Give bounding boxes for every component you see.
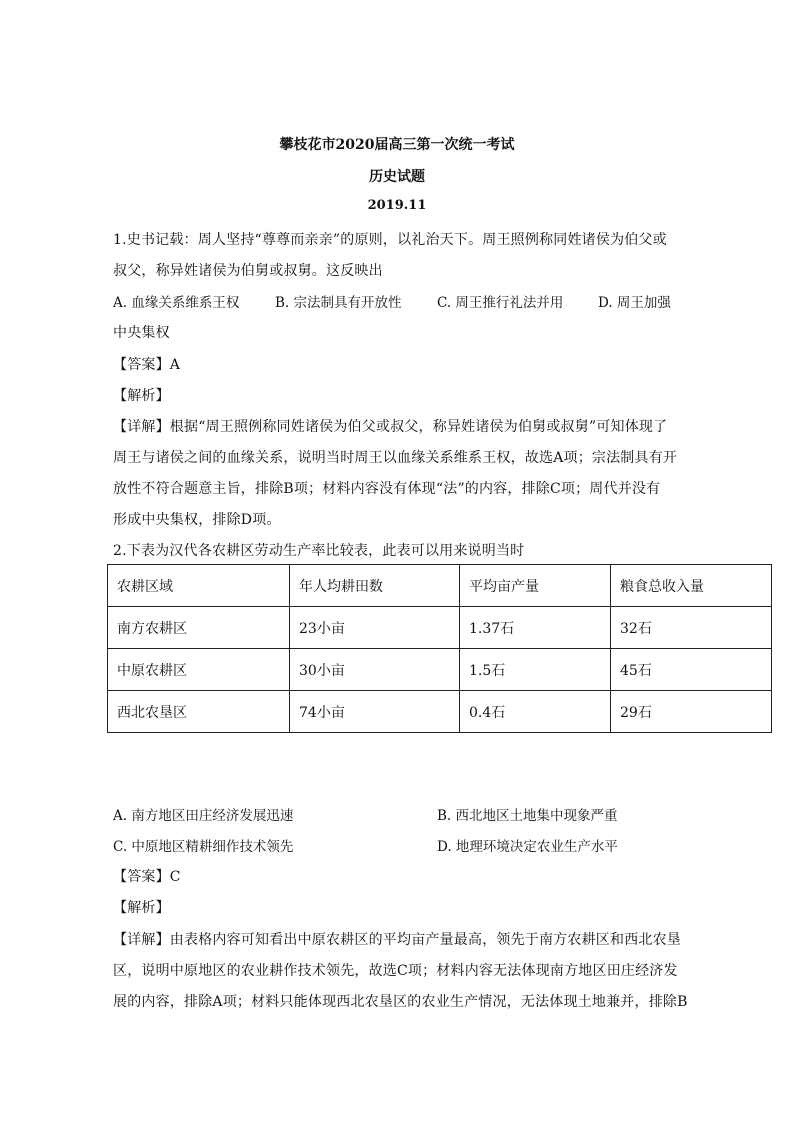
table-cell: 1.5石 [460,649,611,691]
table-cell: 74小亩 [290,691,460,733]
productivity-table [107,564,772,733]
q2-option-a: A. 南方地区田庄经济发展迅速 [113,808,294,824]
exam-date: 2019.11 [367,198,427,213]
table-cell: 23小亩 [290,607,460,649]
table-cell: 32石 [611,607,772,649]
table-header-cell: 粮食总收入量 [611,565,772,607]
q1-stem-line2: 叔父，称异姓诸侯为伯舅或叔舅。这反映出 [113,263,383,279]
q2-answer: 【答案】C [113,869,181,885]
q2-stem: 2.下表为汉代各农耕区劳动生产率比较表，此表可以用来说明当时 [113,543,525,559]
table-cell: 西北农垦区 [108,691,290,733]
q1-option-a: A. 血缘关系维系王权 [113,295,240,311]
table-row [108,649,772,691]
table-row [108,691,772,733]
q2-option-c: C. 中原地区精耕细作技术领先 [113,839,294,855]
q1-detail-line: 放性不符合题意主旨，排除B项；材料内容没有体现“法”的内容，排除C项；周代并没有 [113,481,661,497]
q1-option-c: C. 周王推行礼法并用 [437,295,564,311]
q1-detail-line: 【详解】根据“周王照例称同姓诸侯为伯父或叔父，称异姓诸侯为伯舅或叔舅”可知体现了 [113,419,668,435]
q2-option-d: D. 地理环境决定农业生产水平 [437,839,618,855]
q1-option-b: B. 宗法制具有开放性 [275,295,402,311]
table-cell: 中原农耕区 [108,649,290,691]
q2-detail-line: 【详解】由表格内容可知看出中原农耕区的平均亩产量最高，领先于南方农耕区和西北农垦 [113,932,681,948]
q1-option-d: D. 周王加强 [598,295,671,311]
q1-analysis-label: 【解析】 [113,388,170,404]
q1-option-d-wrap: 中央集权 [113,325,170,341]
q1-detail-line: 形成中央集权，排除D项。 [113,512,281,528]
table-header-cell: 年人均耕田数 [290,565,460,607]
exam-title: 攀枝花市2020届高三第一次统一考试 [279,137,515,153]
q1-detail-line: 周王与诸侯之间的血缘关系，说明当时周王以血缘关系维系王权，故选A项；宗法制具有开 [113,450,678,466]
table-header-cell: 农耕区域 [108,565,290,607]
table-cell: 1.37石 [460,607,611,649]
table-cell: 30小亩 [290,649,460,691]
table-cell: 45石 [611,649,772,691]
q1-answer: 【答案】A [113,357,181,373]
q2-option-b: B. 西北地区土地集中现象严重 [437,808,618,824]
table-cell: 29石 [611,691,772,733]
subject-title: 历史试题 [369,169,425,185]
q2-detail-line: 展的内容，排除A项；材料只能体现西北农垦区的农业生产情况，无法体现土地兼并，排除B [113,994,688,1010]
q1-stem-line1: 1.史书记载：周人坚持“尊尊而亲亲”的原则，以礼治天下。周王照例称同姓诸侯为伯父或 [113,232,667,248]
q2-detail-line: 区，说明中原地区的农业耕作技术领先，故选C项；材料内容无法体现南方地区田庄经济发 [113,963,678,979]
table-header-cell: 平均亩产量 [460,565,611,607]
table-cell: 0.4石 [460,691,611,733]
table-row [108,607,772,649]
q2-analysis-label: 【解析】 [113,900,170,916]
table-header-row [108,565,772,607]
table-cell: 南方农耕区 [108,607,290,649]
